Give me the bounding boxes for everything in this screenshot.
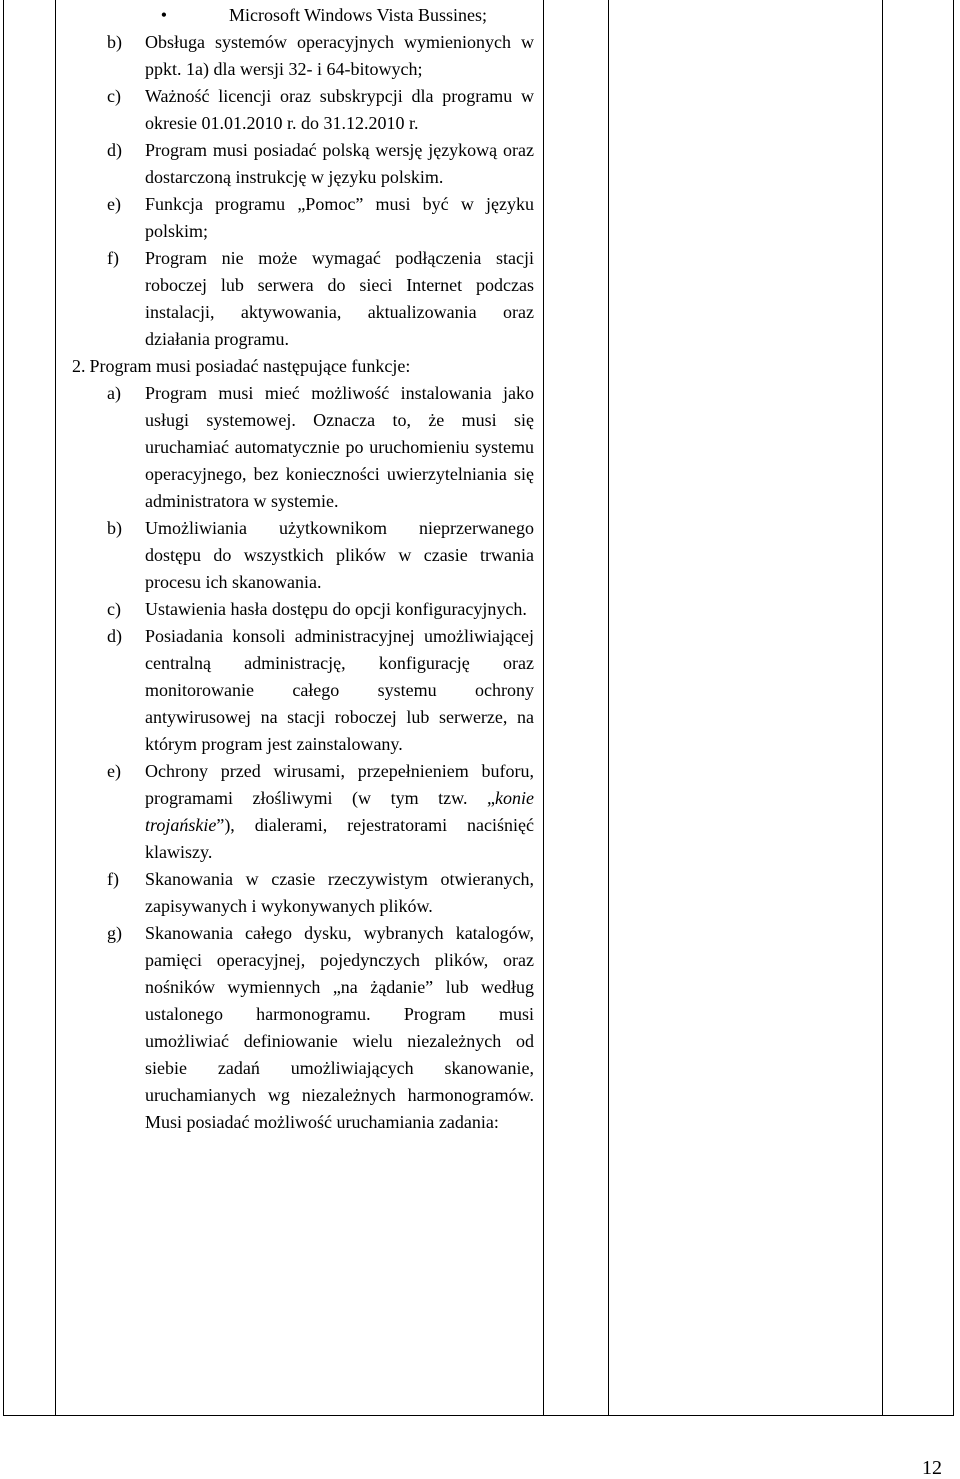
- item-label: f): [107, 248, 119, 268]
- table-border-right: [953, 0, 954, 1416]
- list-item-text: Program musi mieć możliwość instalowania jako usługi systemowej. Oznacza to, że musi się uruchamiać automatycznie po uruchomieniu systemu operacyjnego, bez konieczności uwierzytelniania się administratora w systemie.: [145, 383, 534, 511]
- list-item-text: Skanowania w czasie rzeczywistym otwieranych, zapisywanych i wykonywanych plików.: [145, 869, 534, 916]
- item-label: a): [107, 383, 121, 403]
- list-item-text: Skanowania całego dysku, wybranych katalogów, pamięci operacyjnej, pojedynczych plików, oraz nośników wymiennych „na żądanie” lub według ustalonego harmonogramu. Program musi umożliwiać definiowanie wielu niezależnych od siebie zadań umożliwiających skanowanie, uruchamianych wg niezależnych harmonogramów. Musi posiadać możliwość uruchamiania zadania:: [145, 923, 534, 1132]
- list-item-text: Ważność licencji oraz subskrypcji dla programu w okresie 01.01.2010 r. do 31.12.2010 r.: [145, 86, 534, 133]
- list-item: [107, 380, 534, 515]
- item-label: f): [107, 869, 119, 889]
- list-item: [107, 866, 534, 920]
- item-label: d): [107, 140, 122, 160]
- item-label: b): [107, 518, 122, 538]
- list-item-text: Microsoft Windows Vista Bussines;: [229, 5, 488, 25]
- section-heading: [72, 353, 534, 380]
- page-number: 12: [922, 1457, 942, 1479]
- table-divider-2: [543, 0, 544, 1416]
- requirements-text: [72, 2, 534, 1136]
- list-item-text: [145, 758, 534, 866]
- list-item: [107, 515, 534, 596]
- italic-term: konie trojańskie: [145, 788, 534, 835]
- item-label: d): [107, 626, 122, 646]
- list-item: [0, 2, 534, 29]
- section-heading-text: Program musi posiadać następujące funkcje:: [89, 356, 411, 376]
- item-label: c): [107, 86, 121, 106]
- text-fragment: Ochrony przed wirusami, przepełnieniem buforu, programami złośliwymi (w tym tzw. „: [145, 761, 534, 808]
- item-label: e): [107, 194, 121, 214]
- list-item: [107, 623, 534, 758]
- bullet: •: [160, 5, 167, 25]
- list-item-text: Umożliwiania użytkownikom nieprzerwanego dostępu do wszystkich plików w czasie trwania procesu ich skanowania.: [145, 518, 534, 592]
- text-fragment: ”), dialerami, rejestratorami naciśnięć klawiszy.: [145, 815, 534, 862]
- list-item-text: Ustawienia hasła dostępu do opcji konfiguracyjnych.: [145, 599, 527, 619]
- list-item-text: Posiadania konsoli administracyjnej umożliwiającej centralną administrację, konfigurację oraz monitorowanie całego systemu ochrony antywirusowej na stacji roboczej lub serwerze, na którym program jest zainstalowany.: [145, 626, 534, 754]
- list-item-text: Program musi posiadać polską wersję językową oraz dostarczoną instrukcję w języku polskim.: [145, 140, 534, 187]
- list-item: [107, 29, 534, 83]
- item-label: b): [107, 32, 122, 52]
- list-item: [107, 245, 534, 353]
- table-border-left: [3, 0, 4, 1416]
- item-label: e): [107, 761, 121, 781]
- table-border-bottom: [3, 1415, 954, 1416]
- table-divider-3: [608, 0, 609, 1416]
- table-divider-4: [882, 0, 883, 1416]
- list-item: [107, 596, 534, 623]
- list-item: [107, 758, 534, 866]
- list-item: [107, 137, 534, 191]
- list-item-text: Obsługa systemów operacyjnych wymienionych w ppkt. 1a) dla wersji 32- i 64-bitowych;: [145, 32, 534, 79]
- list-item-text: Funkcja programu „Pomoc” musi być w języku polskim;: [145, 194, 534, 241]
- list-item: [107, 83, 534, 137]
- list-item: [107, 191, 534, 245]
- table-divider-1: [55, 0, 56, 1416]
- item-label: 2.: [72, 356, 86, 376]
- item-label: g): [107, 923, 122, 943]
- list-item: [107, 920, 534, 1136]
- item-label: c): [107, 599, 121, 619]
- list-item-text: Program nie może wymagać podłączenia stacji roboczej lub serwera do sieci Internet podczas instalacji, aktywowania, aktualizowania oraz działania programu.: [145, 248, 534, 349]
